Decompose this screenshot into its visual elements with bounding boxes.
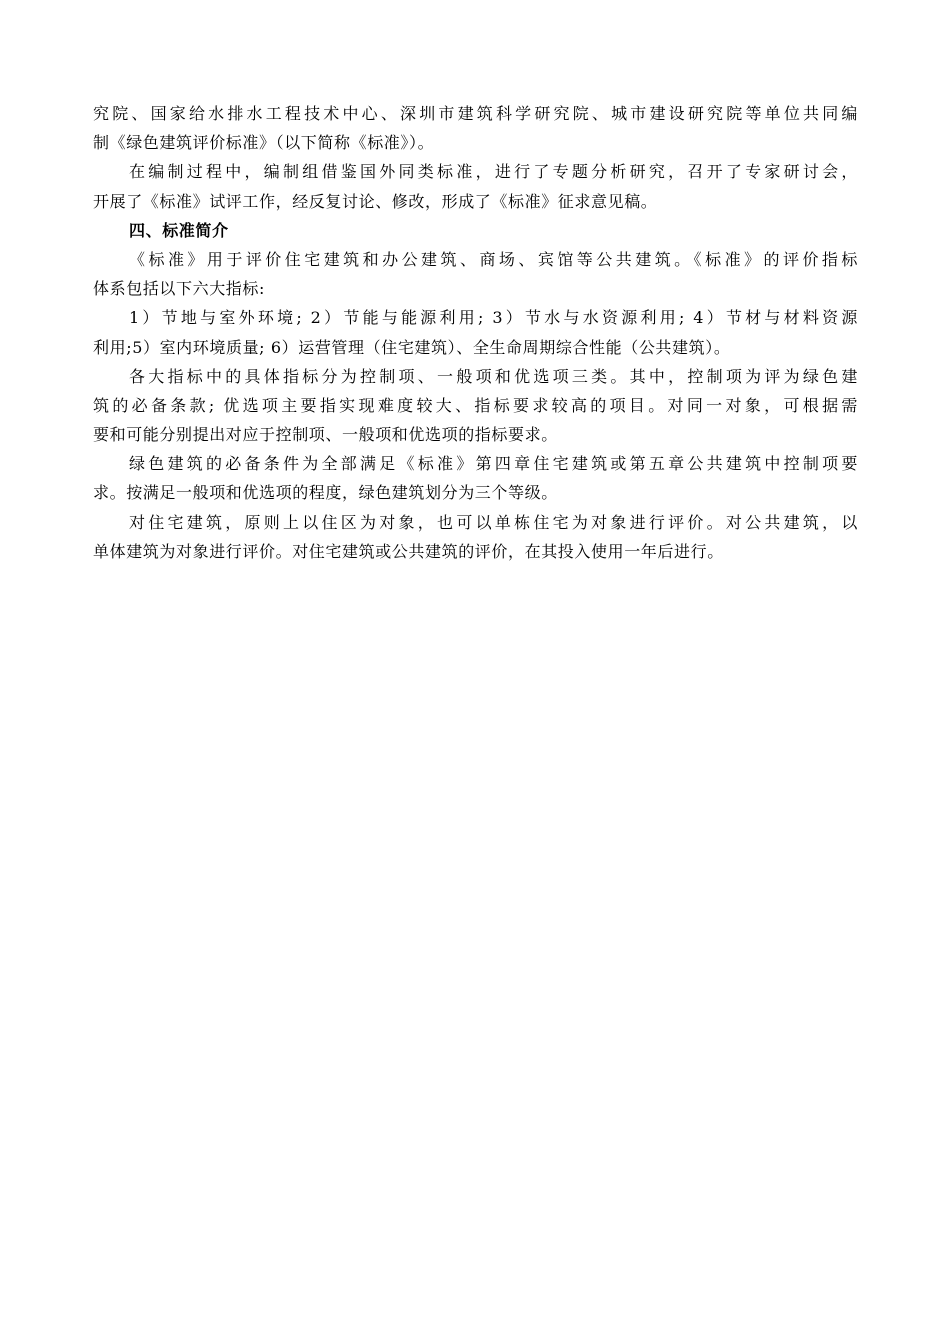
paragraph-indicator-categories [93,362,858,450]
text-line: 筑的必备条款; 优选项主要指实现难度较大、指标要求较高的项目。对同一对象，可根据需 [93,395,858,415]
text-line: 利用;5）室内环境质量; 6）运营管理（住宅建筑）、全生命周期综合性能（公共建筑）。 [93,337,731,357]
text-line: 求。按满足一般项和优选项的程度，绿色建筑划分为三个等级。 [93,483,558,503]
text-line: 体系包括以下六大指标: [93,279,265,299]
document-page [93,99,858,566]
text-line: 《标准》用于评价住宅建筑和办公建筑、商场、宾馆等公共建筑。《标准》的评价指标 [129,249,858,269]
text-line: 1）节地与室外环境; 2）节能与能源利用; 3）节水与水资源利用; 4）节材与材料资源 [129,308,858,328]
paragraph-six-indicators [93,303,858,361]
text-line: 对住宅建筑，原则上以住区为对象，也可以单栋住宅为对象进行评价。对公共建筑，以 [129,512,858,532]
paragraph-compilation-process [93,157,858,215]
text-line: 开展了《标准》试评工作，经反复讨论、修改，形成了《标准》征求意见稿。 [93,191,658,211]
text-line: 制《绿色建筑评价标准》（以下简称《标准》）。 [93,133,435,153]
paragraph-standard-scope [93,245,858,303]
paragraph-evaluation-objects [93,508,858,566]
text-line: 各大指标中的具体指标分为控制项、一般项和优选项三类。其中，控制项为评为绿色建 [129,366,858,386]
text-line: 在编制过程中，编制组借鉴国外同类标准，进行了专题分析研究，召开了专家研讨会， [129,162,858,182]
paragraph-requirements [93,449,858,507]
section-heading: 四、标准简介 [129,220,229,240]
text-line: 究院、国家给水排水工程技术中心、深圳市建筑科学研究院、城市建设研究院等单位共同编 [93,104,858,123]
paragraph-continuation [93,99,858,157]
text-line: 要和可能分别提出对应于控制项、一般项和优选项的指标要求。 [93,425,558,445]
text-line: 单体建筑为对象进行评价。对住宅建筑或公共建筑的评价，在其投入使用一年后进行。 [93,541,724,561]
text-line: 绿色建筑的必备条件为全部满足《标准》第四章住宅建筑或第五章公共建筑中控制项要 [129,454,858,474]
